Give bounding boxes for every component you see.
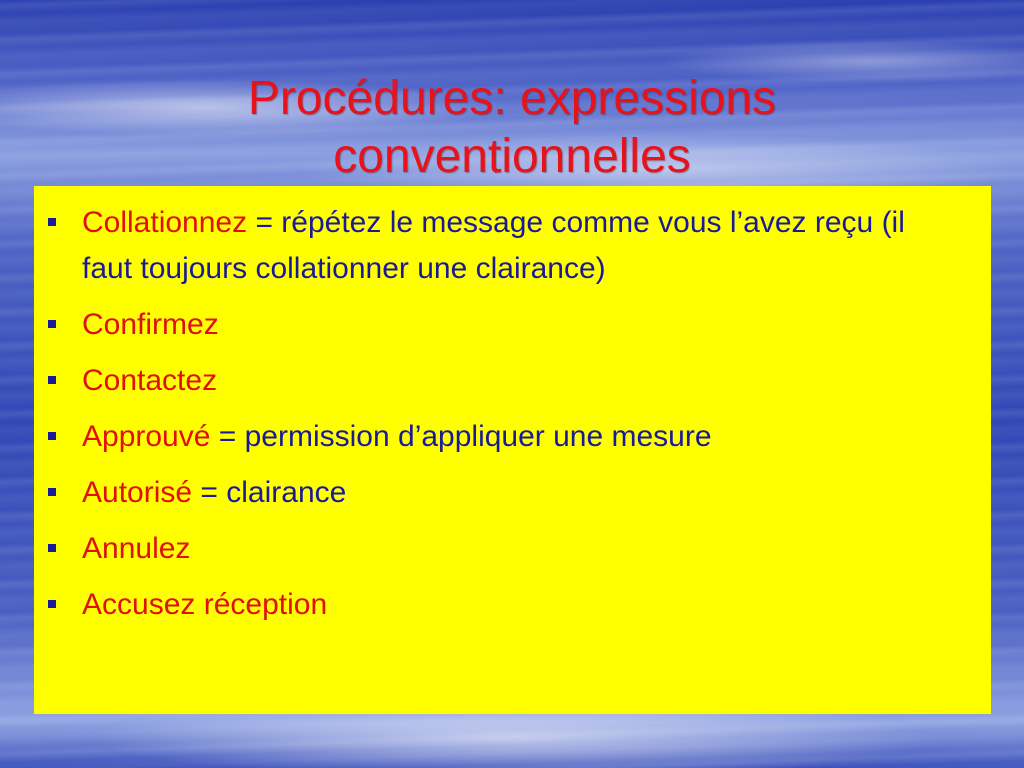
item-definition: = permission d’appliquer une mesure [210,420,712,453]
bullet-list [82,200,961,628]
list-item [82,526,961,572]
square-bullet-icon [48,320,56,328]
item-term: Autorisé [82,476,193,509]
list-item [82,358,961,404]
item-definition: = répétez le message comme vous l’avez reçu (il faut toujours collationner une clairance) [82,206,905,285]
item-term: Annulez [82,532,191,565]
square-bullet-icon [48,218,56,226]
square-bullet-icon [48,432,56,440]
item-term: Accusez réception [82,588,328,621]
square-bullet-icon [48,544,56,552]
content-box [34,186,991,714]
item-term: Collationnez [82,206,248,239]
square-bullet-icon [48,600,56,608]
slide-title [0,70,1024,186]
list-item [82,302,961,348]
title-line-2: conventionnelles [333,130,691,184]
title-line-1: Procédures: expressions [247,72,777,126]
square-bullet-icon [48,488,56,496]
list-item [82,582,961,628]
item-definition: = clairance [192,476,347,509]
list-item [82,200,961,292]
list-item [82,414,961,460]
item-term: Confirmez [82,308,219,341]
list-item [82,470,961,516]
item-term: Approuvé [82,420,211,453]
square-bullet-icon [48,376,56,384]
item-term: Contactez [82,364,218,397]
